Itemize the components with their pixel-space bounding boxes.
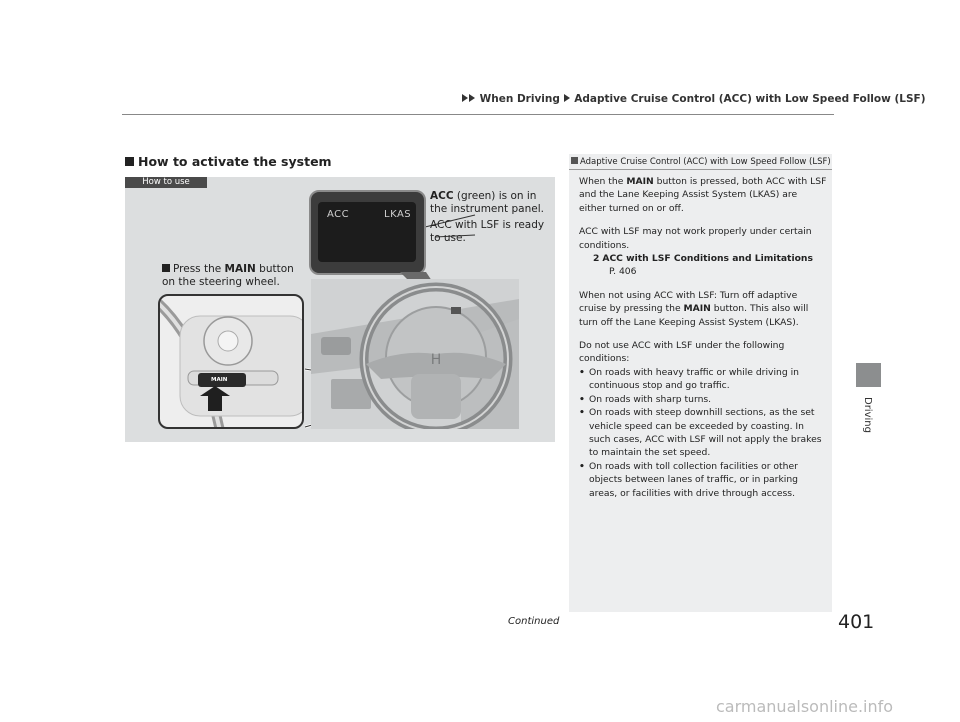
- bullet-icon: •: [579, 407, 585, 419]
- section-title: [125, 154, 332, 169]
- watermark: carmanualsonline.info: [716, 697, 894, 716]
- breadcrumb: [462, 93, 926, 105]
- note-paragraph-4: Do not use ACC with LSF under the following conditions:: [579, 340, 785, 365]
- note-p3-post: button. This also will turn off the Lane Keeping Assist System (LKAS).: [579, 303, 809, 328]
- list-item: [579, 460, 827, 500]
- ref-link[interactable]: [579, 253, 813, 264]
- ref-link-text: ACC with LSF Conditions and Limitations: [602, 253, 813, 265]
- note-p2-text: ACC with LSF may not work properly under certain conditions.: [579, 226, 812, 251]
- acc-ready-text: ACC with LSF is ready to use.: [430, 219, 545, 244]
- note-paragraph-3: [579, 289, 827, 329]
- note-divider: [569, 169, 832, 170]
- note-paragraph-2: [579, 225, 827, 279]
- note-p3-pre: When not using ACC with LSF: Turn off adaptive cruise by pressing the: [579, 289, 798, 315]
- note-icon: [571, 157, 578, 164]
- press-suffix: button on the steering wheel.: [162, 263, 294, 288]
- lkas-indicator-label: LKAS: [384, 209, 412, 220]
- breadcrumb-arrow-icon: [469, 94, 475, 102]
- breadcrumb-arrow-icon: [564, 94, 570, 102]
- steering-wheel-graphic: [311, 279, 519, 429]
- page-number: 401: [838, 611, 875, 633]
- note-p1-bold: MAIN: [626, 176, 654, 187]
- list-item-text: On roads with sharp turns.: [589, 393, 712, 405]
- callout-square-icon: [162, 264, 170, 272]
- list-item: [579, 406, 827, 460]
- breadcrumb-item-when-driving[interactable]: When Driving: [479, 93, 560, 105]
- list-item: [579, 393, 827, 406]
- steering-switch-graphic: [160, 296, 304, 429]
- condition-list: [579, 366, 827, 500]
- continued-label: Continued: [508, 616, 560, 627]
- list-item-text: On roads with heavy traffic or while driving in continuous stop and go traffic.: [589, 366, 799, 392]
- dashboard-illustration: [311, 279, 519, 429]
- ref-arrow-icon: 2: [593, 253, 600, 265]
- main-button-label: MAIN: [211, 377, 228, 383]
- note-heading: [571, 157, 831, 167]
- note-p1-pre: When the: [579, 176, 627, 187]
- bullet-icon: •: [579, 366, 585, 378]
- ref-page-link[interactable]: P. 406: [609, 266, 637, 278]
- acc-indicator-label: ACC: [327, 209, 350, 220]
- bullet-icon: •: [579, 460, 585, 472]
- acc-callout: [430, 190, 554, 245]
- svg-text:H: H: [430, 352, 442, 368]
- list-item-text: On roads with steep downhill sections, as the set vehicle speed can be exceeded by coasting. In such cases, ACC with LSF will not apply the brakes to maintain the set speed.: [589, 407, 822, 459]
- acc-callout-bold: ACC: [430, 190, 454, 202]
- chapter-label: Driving: [862, 397, 873, 433]
- note-heading-text: Adaptive Cruise Control (ACC) with Low Speed Follow (LSF): [580, 157, 831, 167]
- breadcrumb-item-acc[interactable]: Adaptive Cruise Control (ACC) with Low Speed Follow (LSF): [574, 93, 926, 105]
- header-divider: [122, 114, 834, 115]
- steering-switch-zoom: [158, 294, 304, 429]
- press-main-callout: [162, 263, 302, 289]
- note-p1-post: button is pressed, both ACC with LSF and the Lane Keeping Assist System (LKAS) are either turned on or off.: [579, 176, 827, 214]
- note-paragraph-1: [579, 175, 827, 215]
- bullet-icon: •: [579, 393, 585, 405]
- press-main-bold: MAIN: [224, 263, 256, 275]
- section-square-icon: [125, 157, 134, 166]
- chapter-tab[interactable]: [856, 363, 881, 387]
- breadcrumb-arrow-icon: [462, 94, 468, 102]
- note-p3-bold: MAIN: [683, 303, 711, 315]
- press-prefix: Press the: [173, 263, 225, 275]
- section-title-text: How to activate the system: [138, 154, 332, 169]
- list-item: [579, 366, 827, 393]
- how-to-use-tag: How to use: [125, 177, 207, 188]
- note-body: [579, 175, 827, 500]
- acc-callout-rest: (green) is on in the instrument panel.: [430, 190, 544, 215]
- list-item-text: On roads with toll collection facilities or other objects between lanes of traffic, or in parking areas, or facilities with drive through access.: [589, 460, 798, 499]
